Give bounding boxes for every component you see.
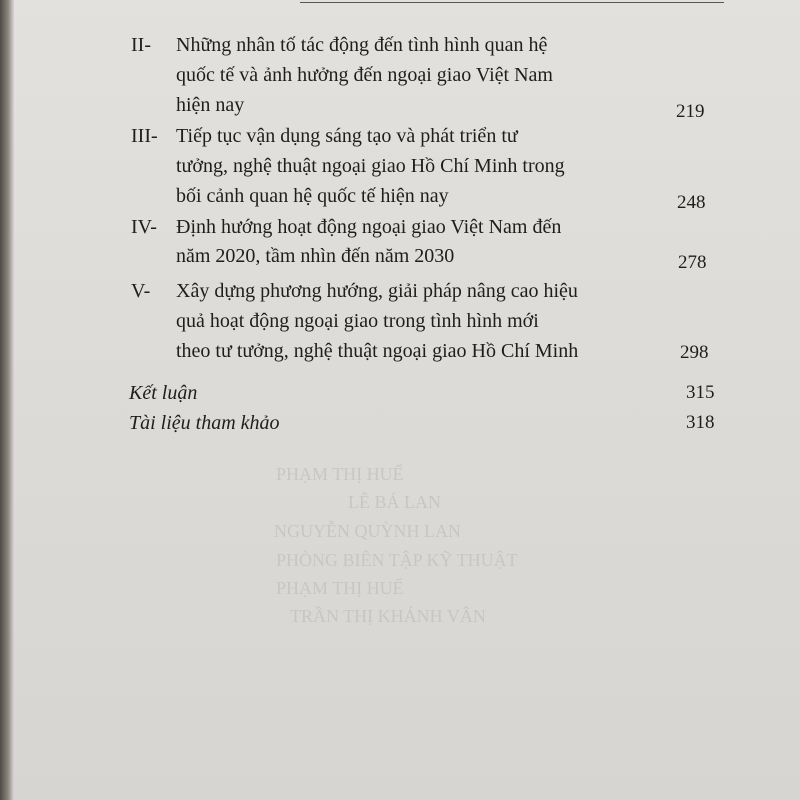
section-title-line: năm 2020, tầm nhìn đến năm 2030	[176, 245, 455, 267]
section-number: V-	[131, 280, 151, 302]
top-rule	[300, 2, 724, 3]
page-number: 298	[680, 342, 709, 363]
show-through-line: LÊ BÁ LAN	[348, 492, 441, 512]
section-title-line: bối cảnh quan hệ quốc tế hiện nay	[176, 185, 449, 207]
page-number: 318	[686, 412, 715, 433]
references-label: Tài liệu tham khảo	[129, 412, 280, 434]
section-title-line: Định hướng hoạt động ngoại giao Việt Nam đến	[176, 216, 562, 238]
section-title-line: quốc tế và ảnh hưởng đến ngoại giao Việt Nam	[176, 64, 553, 86]
page-number: 248	[677, 192, 706, 213]
page-number: 219	[676, 101, 705, 122]
section-title-line: Tiếp tục vận dụng sáng tạo và phát triển tư	[176, 125, 518, 147]
section-number: III-	[131, 125, 158, 147]
show-through-line: PHẠM THỊ HUẾ	[276, 578, 404, 598]
section-title-line: tưởng, nghệ thuật ngoại giao Hồ Chí Minh trong	[176, 155, 565, 177]
section-number: IV-	[131, 216, 157, 238]
show-through-line: PHÒNG BIÊN TẬP KỸ THUẬT	[276, 550, 518, 570]
show-through-line: PHẠM THỊ HUẾ	[276, 464, 404, 484]
section-title-line: Những nhân tố tác động đến tình hình quan hệ	[176, 34, 548, 56]
show-through-line: NGUYỄN QUỲNH LAN	[274, 521, 461, 541]
section-title-line: theo tư tưởng, nghệ thuật ngoại giao Hồ Chí Minh	[176, 340, 579, 362]
section-title-line: Xây dựng phương hướng, giải pháp nâng cao hiệu	[176, 280, 578, 302]
book-page	[14, 0, 800, 800]
section-title-line: quả hoạt động ngoại giao trong tình hình mới	[176, 310, 539, 332]
show-through-line: TRẦN THỊ KHÁNH VÂN	[290, 606, 486, 626]
section-title-line: hiện nay	[176, 94, 245, 116]
section-number: II-	[131, 34, 151, 56]
page-number: 315	[686, 382, 715, 403]
conclusion-label: Kết luận	[129, 382, 198, 404]
page-number: 278	[678, 252, 707, 273]
